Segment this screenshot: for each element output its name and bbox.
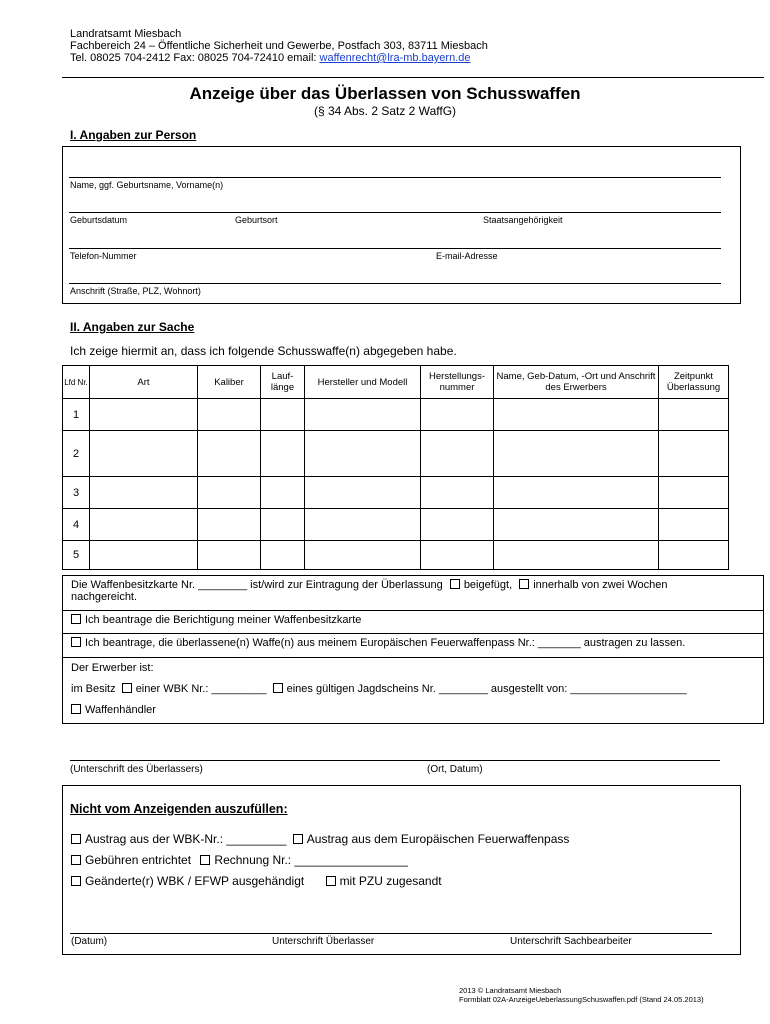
- table-cell[interactable]: [198, 431, 261, 477]
- section-person-heading: I. Angaben zur Person: [70, 128, 197, 142]
- entry-wbk-label: Austrag aus der WBK-Nr.: _________: [85, 832, 287, 846]
- wbk-checkbox[interactable]: [122, 683, 132, 693]
- address-line[interactable]: [69, 283, 721, 284]
- hunting-checkbox[interactable]: [273, 683, 283, 693]
- col-header-acquirer: Name, Geb-Datum, -Ort und Anschrift des Erwerbers: [494, 366, 659, 399]
- acquirer-row: [62, 657, 764, 724]
- invoice-checkbox[interactable]: [200, 855, 210, 865]
- office-signature-line[interactable]: [70, 933, 712, 934]
- row-number: 5: [63, 541, 90, 570]
- table-cell[interactable]: [305, 431, 421, 477]
- table-cell[interactable]: [659, 477, 729, 509]
- two-weeks-label: innerhalb von zwei Wochen: [533, 579, 668, 591]
- birthplace-label: Geburtsort: [235, 215, 278, 225]
- efwp-row: [62, 633, 764, 657]
- changed-wbk-label: Geänderte(r) WBK / EFWP ausgehändigt: [85, 874, 305, 888]
- efwp-label: Ich beantrage, die überlassene(n) Waffe(n) aus meinem Europäischen Feuerwaffenpass Nr.: _______ austragen zu lassen.: [85, 637, 686, 649]
- entry-efwp-label: Austrag aus dem Europäischen Feuerwaffenpass: [306, 832, 570, 846]
- row-number: 3: [63, 477, 90, 509]
- contact-phone-fax: Tel. 08025 704-2412 Fax: 08025 704-72410 email:: [70, 52, 320, 64]
- two-weeks-checkbox[interactable]: [519, 579, 529, 589]
- authority-header: [70, 28, 488, 64]
- row-number: 4: [63, 509, 90, 541]
- wbk-no-label: einer WBK Nr.: _________: [135, 683, 267, 695]
- table-cell[interactable]: [494, 431, 659, 477]
- table-cell[interactable]: [261, 431, 305, 477]
- footer-copyright: 2013 © Landratsamt Miesbach: [459, 986, 562, 995]
- table-cell[interactable]: [421, 477, 494, 509]
- table-cell[interactable]: [198, 509, 261, 541]
- dealer-label: Waffenhändler: [85, 704, 156, 716]
- office-date-label: (Datum): [71, 936, 108, 947]
- correction-checkbox[interactable]: [71, 614, 81, 624]
- section-item-intro: Ich zeige hiermit an, dass ich folgende Schusswaffe(n) abgegeben habe.: [70, 344, 457, 358]
- form-title: Anzeige über das Überlassen von Schusswaffen: [189, 84, 581, 103]
- email-label: E-mail-Adresse: [436, 251, 498, 261]
- phone-line[interactable]: [69, 248, 721, 249]
- place-date-label: (Ort, Datum): [427, 764, 483, 775]
- birth-line[interactable]: [69, 212, 721, 213]
- wbk-text-cont: nachgereicht.: [71, 591, 138, 603]
- table-cell[interactable]: [494, 477, 659, 509]
- entry-efwp-checkbox[interactable]: [293, 834, 303, 844]
- col-header-caliber: Kaliber: [198, 366, 261, 399]
- table-cell[interactable]: [421, 431, 494, 477]
- table-row: [63, 509, 729, 541]
- table-cell[interactable]: [494, 399, 659, 431]
- office-heading: Nicht vom Anzeigenden auszufüllen:: [70, 802, 288, 816]
- table-cell[interactable]: [421, 399, 494, 431]
- table-cell[interactable]: [90, 477, 198, 509]
- invoice-label: Rechnung Nr.: _________________: [214, 853, 408, 867]
- table-cell[interactable]: [261, 541, 305, 570]
- wbk-text: Die Waffenbesitzkarte Nr. ________ ist/wird zur Eintragung der Überlassung: [71, 579, 443, 591]
- fees-label: Gebühren entrichtet: [85, 853, 192, 867]
- changed-wbk-checkbox[interactable]: [71, 876, 81, 886]
- transferor-signature-label: Unterschrift Überlasser: [272, 936, 375, 947]
- footer-form-id: Formblatt 02A-AnzeigeUeberlassungSchuswaffen.pdf (Stand 24.05.2013): [459, 995, 704, 1004]
- pzu-checkbox[interactable]: [326, 876, 336, 886]
- wbk-entry-row: [62, 575, 764, 610]
- table-cell[interactable]: [90, 541, 198, 570]
- table-cell[interactable]: [305, 399, 421, 431]
- footer: [459, 986, 704, 1004]
- authority-department: Fachbereich 24 – Öffentliche Sicherheit und Gewerbe, Postfach 303, 83711 Miesbach: [70, 40, 488, 52]
- table-cell[interactable]: [659, 509, 729, 541]
- attached-checkbox[interactable]: [450, 579, 460, 589]
- hunting-label: eines gültigen Jagdscheins Nr. ________ ausgestellt von: ___________________: [286, 683, 687, 695]
- table-cell[interactable]: [421, 541, 494, 570]
- attached-label: beigefügt,: [463, 579, 513, 591]
- table-cell[interactable]: [90, 509, 198, 541]
- col-header-type: Art: [90, 366, 198, 399]
- table-cell[interactable]: [494, 509, 659, 541]
- table-cell[interactable]: [305, 541, 421, 570]
- form-subtitle: (§ 34 Abs. 2 Satz 2 WaffG): [313, 104, 457, 118]
- entry-wbk-checkbox[interactable]: [71, 834, 81, 844]
- clerk-signature-label: Unterschrift Sachbearbeiter: [510, 936, 632, 947]
- table-header-row: [63, 366, 729, 399]
- authority-contact: [70, 52, 488, 64]
- correction-label: Ich beantrage die Berichtigung meiner Waffenbesitzkarte: [85, 614, 362, 626]
- email-link[interactable]: waffenrecht@lra-mb.bayern.de: [319, 52, 471, 64]
- pzu-label: mit PZU zugesandt: [339, 874, 442, 888]
- table-cell[interactable]: [198, 477, 261, 509]
- col-header-serial: Herstellungs- nummer: [421, 366, 494, 399]
- weapons-table: [62, 365, 729, 570]
- address-label: Anschrift (Straße, PLZ, Wohnort): [70, 286, 201, 296]
- owner-signature-label: (Unterschrift des Überlassers): [70, 764, 203, 775]
- correction-row: [62, 610, 764, 633]
- table-cell[interactable]: [659, 399, 729, 431]
- table-cell[interactable]: [198, 541, 261, 570]
- table-cell[interactable]: [261, 477, 305, 509]
- table-row: [63, 541, 729, 570]
- table-row: [63, 477, 729, 509]
- authority-name: Landratsamt Miesbach: [70, 28, 182, 40]
- in-possession-label: im Besitz: [71, 683, 116, 695]
- header-rule: [62, 77, 764, 78]
- table-cell[interactable]: [90, 399, 198, 431]
- phone-label: Telefon-Nummer: [70, 251, 137, 261]
- acquirer-label: Der Erwerber ist:: [71, 662, 154, 674]
- dealer-checkbox[interactable]: [71, 704, 81, 714]
- nationality-label: Staatsangehörigkeit: [483, 215, 563, 225]
- signature-line[interactable]: [70, 760, 720, 761]
- table-cell[interactable]: [659, 541, 729, 570]
- table-cell[interactable]: [494, 541, 659, 570]
- table-cell[interactable]: [421, 509, 494, 541]
- name-label: Name, ggf. Geburtsname, Vorname(n): [70, 180, 224, 190]
- col-header-date: Zeitpunkt Überlassung: [659, 366, 729, 399]
- col-header-nr: Lfd Nr.: [63, 366, 90, 399]
- table-cell[interactable]: [261, 399, 305, 431]
- table-cell[interactable]: [198, 399, 261, 431]
- fees-checkbox[interactable]: [71, 855, 81, 865]
- table-cell[interactable]: [659, 431, 729, 477]
- person-box: [62, 146, 741, 304]
- office-use-box: [62, 785, 741, 955]
- table-row: [63, 431, 729, 477]
- col-header-barrel: Lauf- länge: [261, 366, 305, 399]
- row-number: 1: [63, 399, 90, 431]
- table-cell[interactable]: [305, 509, 421, 541]
- birthdate-label: Geburtsdatum: [70, 215, 128, 225]
- name-line[interactable]: [69, 177, 721, 178]
- table-row: [63, 399, 729, 431]
- table-cell[interactable]: [305, 477, 421, 509]
- table-cell[interactable]: [90, 431, 198, 477]
- col-header-manufacturer: Hersteller und Modell: [305, 366, 421, 399]
- table-cell[interactable]: [261, 509, 305, 541]
- section-item-heading: II. Angaben zur Sache: [70, 320, 195, 334]
- efwp-checkbox[interactable]: [71, 637, 81, 647]
- row-number: 2: [63, 431, 90, 477]
